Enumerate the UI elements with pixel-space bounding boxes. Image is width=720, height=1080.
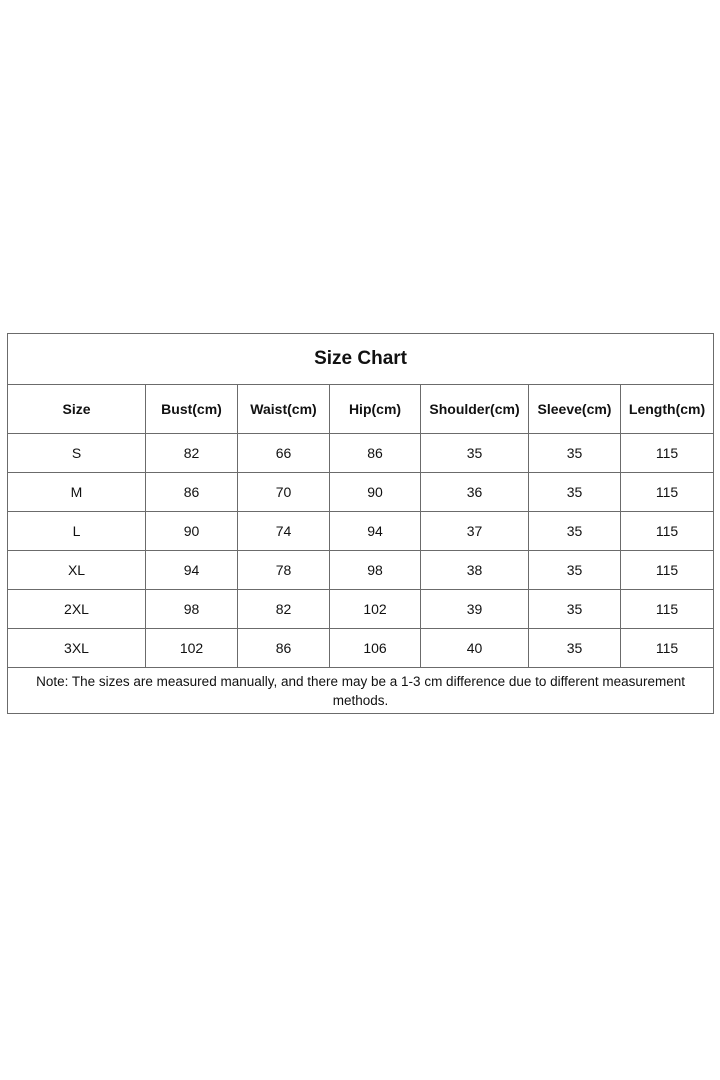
cell-shoulder: 40 [421, 629, 529, 668]
cell-length: 115 [621, 512, 714, 551]
cell-waist: 78 [238, 551, 330, 590]
measurement-note: Note: The sizes are measured manually, and there may be a 1-3 cm difference due to different measurement methods. [8, 668, 714, 714]
table-row [8, 434, 714, 473]
cell-sleeve: 35 [529, 473, 621, 512]
header-sleeve: Sleeve(cm) [529, 385, 621, 434]
cell-shoulder: 37 [421, 512, 529, 551]
cell-waist: 70 [238, 473, 330, 512]
table-row [8, 473, 714, 512]
cell-hip: 102 [330, 590, 421, 629]
cell-sleeve: 35 [529, 551, 621, 590]
cell-size: 3XL [8, 629, 146, 668]
header-shoulder: Shoulder(cm) [421, 385, 529, 434]
table-row [8, 590, 714, 629]
cell-length: 115 [621, 434, 714, 473]
note-row [8, 668, 714, 714]
cell-waist: 66 [238, 434, 330, 473]
table-row [8, 629, 714, 668]
title-row [8, 334, 714, 385]
cell-bust: 90 [146, 512, 238, 551]
header-row [8, 385, 714, 434]
header-hip: Hip(cm) [330, 385, 421, 434]
header-bust: Bust(cm) [146, 385, 238, 434]
cell-bust: 86 [146, 473, 238, 512]
cell-sleeve: 35 [529, 629, 621, 668]
cell-hip: 98 [330, 551, 421, 590]
cell-sleeve: 35 [529, 590, 621, 629]
size-chart-table [7, 333, 714, 714]
cell-sleeve: 35 [529, 512, 621, 551]
cell-bust: 94 [146, 551, 238, 590]
cell-bust: 82 [146, 434, 238, 473]
cell-size: S [8, 434, 146, 473]
cell-shoulder: 36 [421, 473, 529, 512]
cell-shoulder: 38 [421, 551, 529, 590]
table-row [8, 512, 714, 551]
cell-hip: 106 [330, 629, 421, 668]
cell-waist: 86 [238, 629, 330, 668]
cell-length: 115 [621, 473, 714, 512]
cell-shoulder: 35 [421, 434, 529, 473]
cell-bust: 98 [146, 590, 238, 629]
cell-hip: 94 [330, 512, 421, 551]
cell-length: 115 [621, 551, 714, 590]
cell-size: XL [8, 551, 146, 590]
cell-waist: 74 [238, 512, 330, 551]
chart-title: Size Chart [8, 334, 714, 385]
header-length: Length(cm) [621, 385, 714, 434]
header-size: Size [8, 385, 146, 434]
cell-hip: 90 [330, 473, 421, 512]
cell-shoulder: 39 [421, 590, 529, 629]
cell-length: 115 [621, 629, 714, 668]
cell-size: 2XL [8, 590, 146, 629]
table-row [8, 551, 714, 590]
cell-hip: 86 [330, 434, 421, 473]
cell-length: 115 [621, 590, 714, 629]
cell-bust: 102 [146, 629, 238, 668]
cell-size: M [8, 473, 146, 512]
cell-sleeve: 35 [529, 434, 621, 473]
cell-size: L [8, 512, 146, 551]
cell-waist: 82 [238, 590, 330, 629]
header-waist: Waist(cm) [238, 385, 330, 434]
